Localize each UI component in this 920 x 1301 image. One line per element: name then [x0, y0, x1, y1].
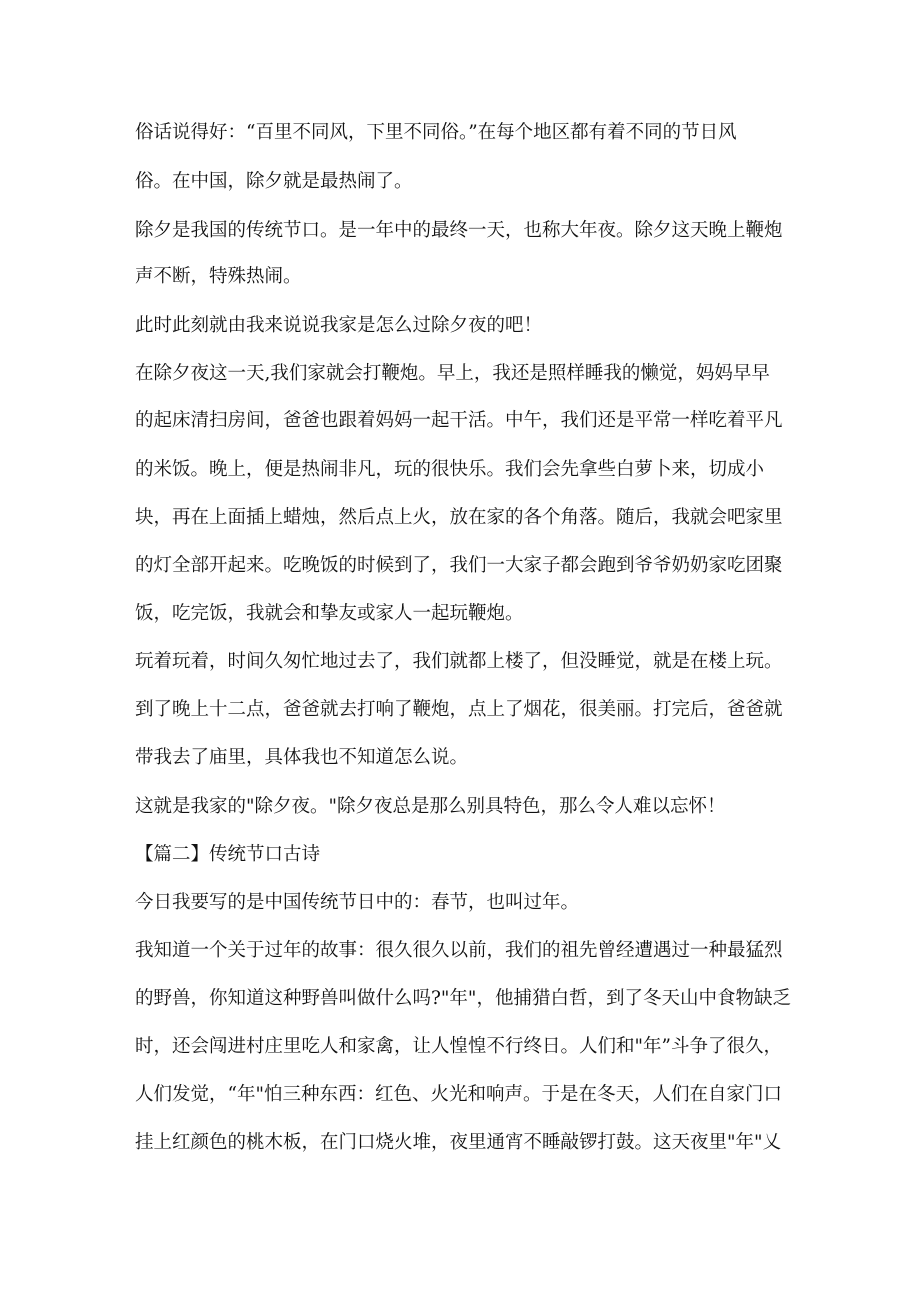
text-line: 玩着玩着，时间久匆忙地过去了，我们就都上楼了，但没睡觉，就是在楼上玩。	[135, 651, 783, 672]
text-line: 此时此刻就由我来说说我家是怎么过除夕夜的吧！	[135, 315, 543, 336]
text-line: 在除夕夜这一天,我们家就会打鞭炮。早上，我还是照样睡我的懒觉，妈妈早早	[135, 363, 770, 384]
text-line: 的米饭。晚上，便是热闹非凡，玩的很快乐。我们会先拿些白萝卜来，切成小	[135, 459, 765, 480]
text-line: 时，还会闯进村庄里吃人和家禽，让人惶惶不行终日。人们和"年”斗争了很久，	[135, 1036, 782, 1057]
text-line: 我知道一个关于过年的故事：很久很久以前，我们的祖先曾经遭遇过一种最猛烈	[135, 940, 783, 961]
text-line: 这就是我家的"除夕夜。"除夕夜总是那么别具特色，那么令人难以忘怀！	[135, 796, 726, 817]
text-line: 除夕是我国的传统节口。是一年中的最终一天，也称大年夜。除夕这天晚上鞭炮	[135, 220, 783, 241]
text-line: 饭，吃完饭，我就会和挚友或家人一起玩鞭炮。	[135, 603, 524, 624]
text-line: 俗话说得好：“百里不同风，下里不同俗。”在每个地区都有着不同的节日风	[135, 122, 737, 143]
text-line: 的灯全部开起来。吃晚饭的时候到了，我们一大家子都会跑到爷爷奶奶家吃团聚	[135, 555, 783, 576]
text-line: 的起床清扫房间，爸爸也跟着妈妈一起干活。中午，我们还是平常一样吃着平凡	[135, 410, 783, 431]
text-line: 块，再在上面插上蜡烛，然后点上火，放在家的各个角落。随后，我就会吧家里	[135, 507, 783, 528]
text-line: 的野兽，你知道这种野兽叫做什么吗?"年"，他捕猎白哲，到了冬天山中食物缺乏	[135, 988, 791, 1009]
text-line: 到了晚上十二点，爸爸就去打响了鞭炮，点上了烟花，很美丽。打完后，爸爸就	[135, 699, 783, 720]
text-line: 今日我要写的是中国传统节日中的：春节，也叫过年。	[135, 892, 580, 913]
section-heading: 【篇二】传统节口古诗	[135, 844, 321, 865]
text-line: 声不断，特殊热闹。	[135, 266, 302, 287]
text-line: 人们发觉，“年"怕三种东西：红色、火光和响声。于是在冬天，人们在自家门口	[135, 1084, 782, 1105]
text-line: 俗。在中国，除夕就是最热闹了。	[135, 171, 413, 192]
text-line: 带我去了庙里，具体我也不知道怎么说。	[135, 747, 469, 768]
text-line: 挂上红颜色的桃木板，在门口烧火堆，夜里通宵不睡敲锣打鼓。这天夜里"年"乂	[135, 1132, 782, 1153]
